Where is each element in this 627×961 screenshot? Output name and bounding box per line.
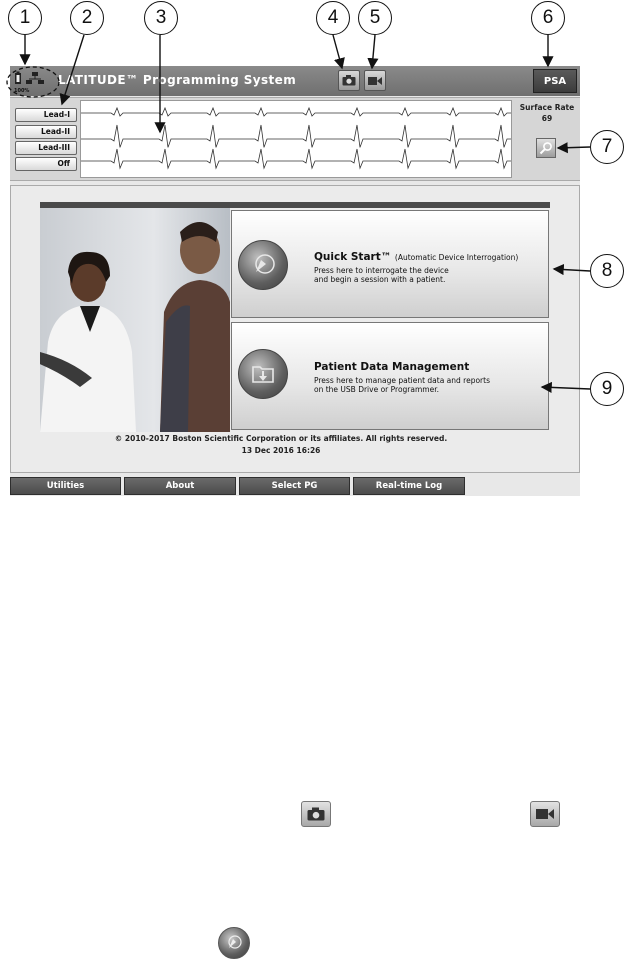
quick-start-line1: Press here to interrogate the device — [314, 266, 449, 275]
lead-ii-button[interactable]: Lead-II — [15, 125, 77, 139]
callout-6: 6 — [531, 1, 565, 35]
callout-9: 9 — [590, 372, 624, 406]
date-time: 13 Dec 2016 16:26 — [241, 446, 321, 455]
callout-8: 8 — [590, 254, 624, 288]
copyright-text: © 2010-2017 Boston Scientific Corporation or its affiliates. All rights reserved. — [114, 434, 448, 443]
quick-start-subtitle: (Automatic Device Interrogation) — [394, 253, 519, 262]
quick-start-line2: and begin a session with a patient. — [314, 275, 446, 284]
patient-data-title: Patient Data Management — [314, 361, 470, 373]
callout-7: 7 — [590, 130, 624, 164]
video-camera-icon — [536, 808, 554, 820]
legend-video-button — [530, 801, 560, 827]
surface-rate-label: Surface Rate — [519, 103, 575, 112]
tab-utilities[interactable]: Utilities — [10, 477, 121, 495]
battery-percent: 100% — [14, 88, 30, 94]
legend-quick-start-icon — [218, 927, 250, 959]
tab-real-time-log[interactable]: Real-time Log — [353, 477, 465, 495]
callout-2: 2 — [70, 1, 104, 35]
wand-head-icon — [224, 933, 244, 953]
surface-rate-value: 69 — [541, 114, 553, 123]
camera-icon — [307, 807, 325, 821]
lead-iii-button[interactable]: Lead-III — [15, 141, 77, 155]
lead-off-button[interactable]: Off — [15, 157, 77, 171]
psa-button[interactable]: PSA — [533, 69, 577, 93]
patient-data-line2: on the USB Drive or Programmer. — [314, 385, 439, 394]
callout-4: 4 — [316, 1, 350, 35]
patient-data-line1: Press here to manage patient data and reports — [314, 376, 490, 385]
callout-1: 1 — [8, 1, 42, 35]
lead-i-button[interactable]: Lead-I — [15, 108, 77, 122]
legend-camera-button — [301, 801, 331, 827]
quick-start-title-text: Quick Start™ — [314, 251, 392, 263]
callout-5: 5 — [358, 1, 392, 35]
tab-select-pg[interactable]: Select PG — [239, 477, 350, 495]
tab-about[interactable]: About — [124, 477, 236, 495]
app-title: LATITUDE™ Programming System — [58, 73, 297, 87]
callout-3: 3 — [144, 1, 178, 35]
